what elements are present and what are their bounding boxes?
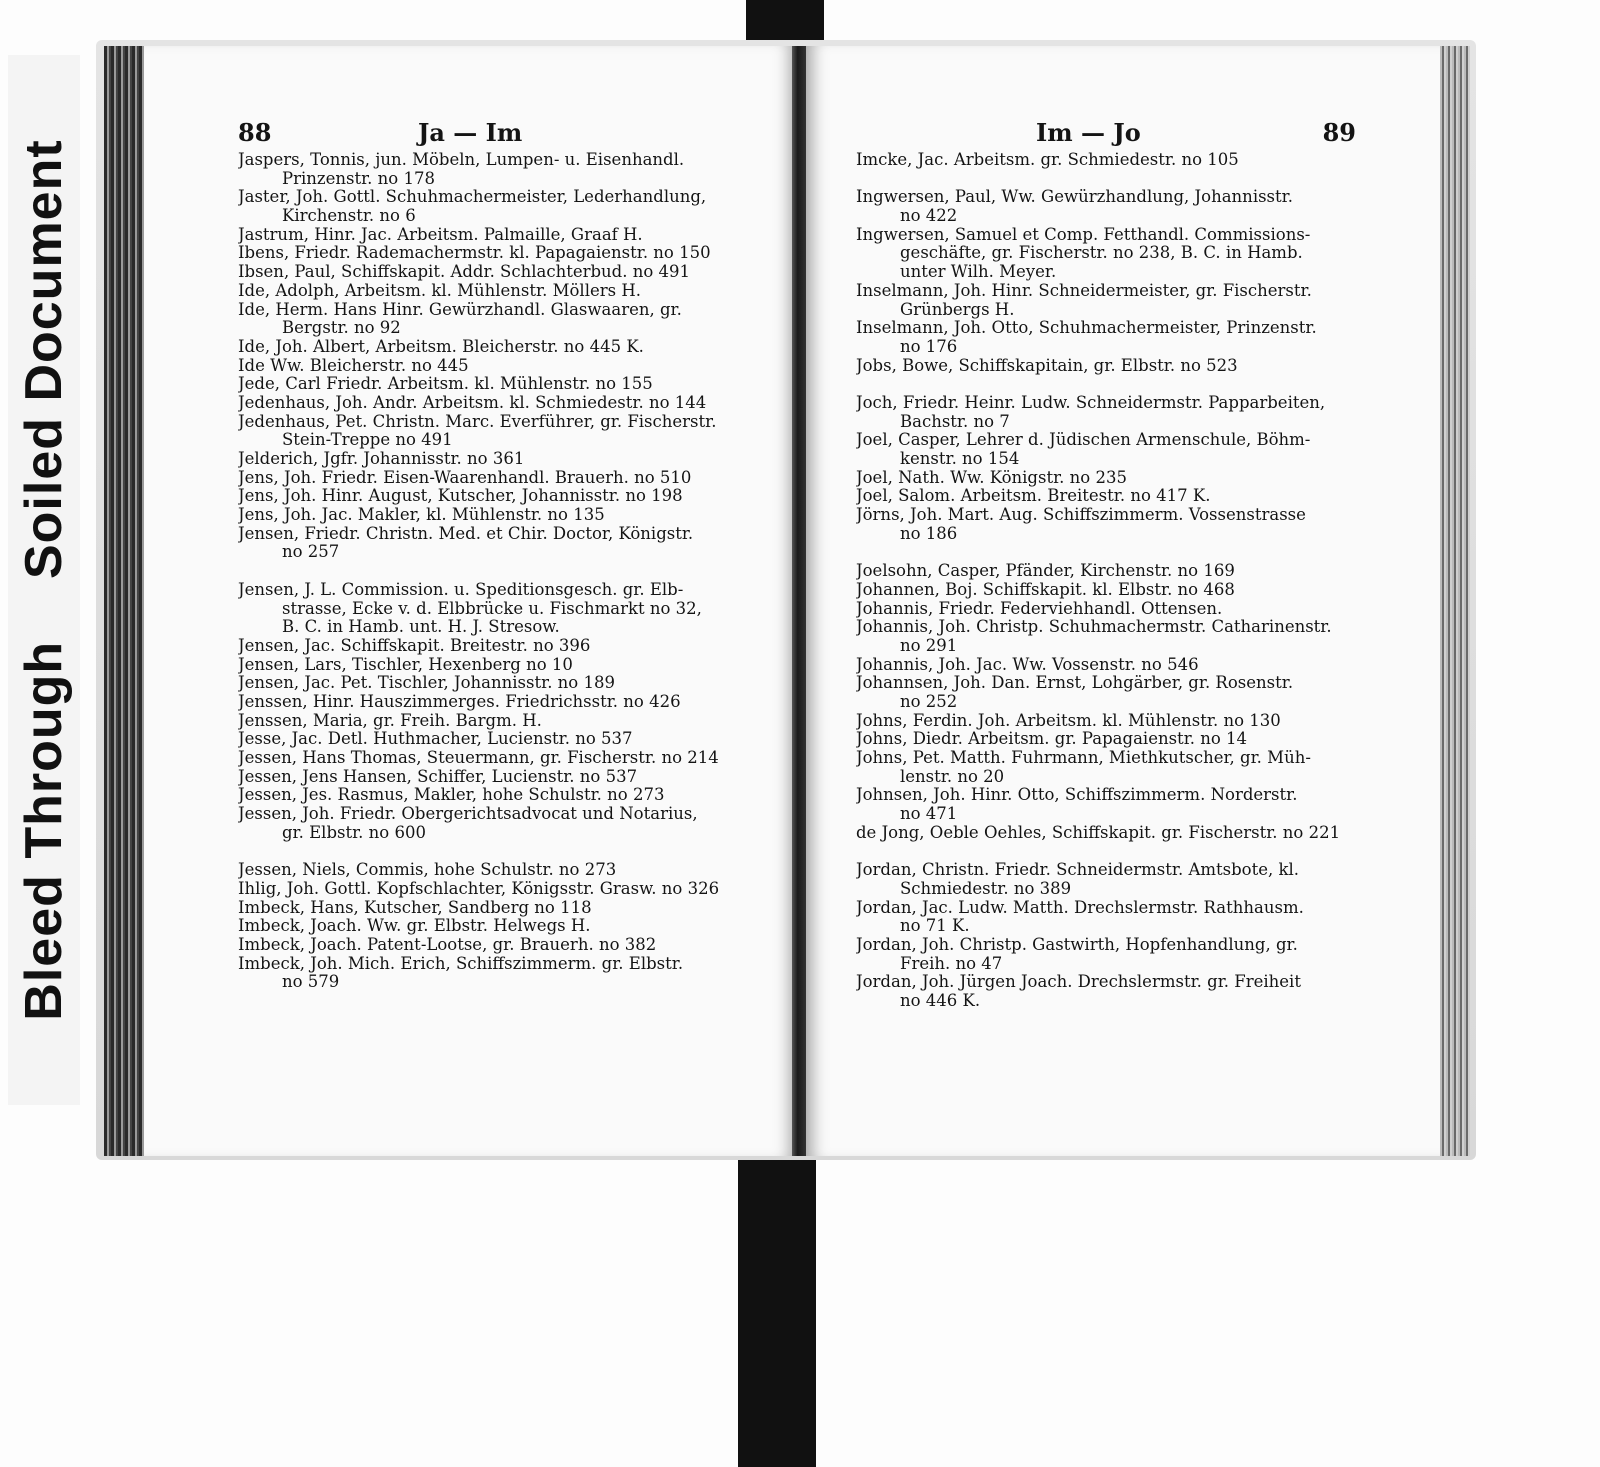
entry-continuation-line: no 252	[900, 692, 958, 711]
entry-continuation-line: strasse, Ecke v. d. Elbbrücke u. Fischmarkt no 32,	[282, 599, 702, 618]
entry-continuation-line: no 176	[900, 337, 958, 356]
entry-continuation-line: geschäfte, gr. Fischerstr. no 238, B. C. in Hamb.	[900, 244, 1303, 263]
left-page-entries	[238, 151, 758, 992]
entry-line: Imbeck, Joh. Mich. Erich, Schiffszimmerm. gr. Elbstr.	[238, 954, 684, 973]
entry-continuation-line: gr. Elbstr. no 600	[282, 823, 426, 842]
book-gutter	[792, 46, 806, 1156]
entry-line: Imcke, Jac. Arbeitsm. gr. Schmiedestr. no 105	[856, 151, 1239, 169]
damage-label-tag	[8, 55, 80, 1105]
entry-line: Jensen, Jac. Schiffskapit. Breitestr. no 396	[238, 636, 591, 655]
entry-line: Joelsohn, Casper, Pfänder, Kirchenstr. no 169	[856, 562, 1235, 581]
right-page-edges	[1440, 46, 1470, 1156]
entry-line: Jessen, Joh. Friedr. Obergerichtsadvocat und Notarius,	[238, 805, 698, 824]
entry-line: Ibsen, Paul, Schiffskapit. Addr. Schlachterbud. no 491	[238, 263, 691, 282]
entry-spacer	[856, 375, 1356, 394]
entry-line: Jessen, Hans Thomas, Steuermann, gr. Fischerstr. no 214	[238, 749, 719, 767]
entry-line: Jenssen, Hinr. Hauszimmerges. Friedrichsstr. no 426	[238, 692, 681, 711]
entry-line: Jensen, Jac. Pet. Tischler, Johannisstr. no 189	[238, 674, 615, 693]
entry-line: Johannis, Joh. Christp. Schuhmachermstr. Catharinenstr.	[856, 618, 1332, 637]
entry-continuation-line: no 579	[282, 973, 340, 992]
entry-line: Jörns, Joh. Mart. Aug. Schiffszimmerm. Vossenstrasse	[856, 506, 1306, 525]
entry-line: Jedenhaus, Joh. Andr. Arbeitsm. kl. Schmiedestr. no 144	[238, 393, 707, 412]
entry-spacer	[856, 543, 1356, 562]
entry-continuation-line: Schmiedestr. no 389	[900, 879, 1072, 898]
entry-line: Jaster, Joh. Gottl. Schuhmachermeister, Lederhandlung,	[238, 188, 707, 207]
entry-line: Ingwersen, Paul, Ww. Gewürzhandlung, Johannisstr.	[856, 188, 1293, 207]
entry-line: Jordan, Joh. Jürgen Joach. Drechslermstr. gr. Freiheit	[856, 973, 1301, 992]
right-page-entries	[856, 151, 1356, 1011]
entry-line: Joel, Casper, Lehrer d. Jüdischen Armenschule, Böhm-	[856, 431, 1311, 450]
entry-continuation-line: Freih. no 47	[900, 954, 1003, 973]
entry-line: Joel, Salom. Arbeitsm. Breitestr. no 417 K.	[856, 487, 1211, 506]
entry-spacer	[238, 562, 758, 581]
entry-line: Ide Ww. Bleicherstr. no 445	[238, 356, 469, 375]
entry-continuation-line: kenstr. no 154	[900, 450, 1020, 468]
entry-continuation-line: Prinzenstr. no 178	[282, 169, 435, 188]
entry-continuation-line: Kirchenstr. no 6	[282, 207, 416, 226]
entry-line: Jede, Carl Friedr. Arbeitsm. kl. Mühlenstr. no 155	[238, 375, 653, 394]
entry-line: Imbeck, Joach. Ww. gr. Elbstr. Helwegs H.	[238, 917, 591, 936]
entry-line: Inselmann, Joh. Otto, Schuhmachermeister, Prinzenstr.	[856, 319, 1317, 338]
binding-strap-bottom	[738, 1155, 816, 1467]
entry-continuation-line: no 471	[900, 805, 958, 824]
entry-continuation-line: Grünbergs H.	[900, 300, 1015, 319]
entry-line: Johns, Ferdin. Joh. Arbeitsm. kl. Mühlenstr. no 130	[856, 711, 1281, 730]
entry-line: Johnsen, Joh. Hinr. Otto, Schiffszimmerm. Norderstr.	[856, 786, 1298, 805]
entry-continuation-line: no 291	[900, 636, 958, 655]
entry-line: Jens, Joh. Jac. Makler, kl. Mühlenstr. no 135	[238, 506, 605, 525]
entry-line: Jordan, Christn. Friedr. Schneidermstr. Amtsbote, kl.	[856, 861, 1300, 880]
left-page-edges	[104, 46, 144, 1156]
entry-line: Imbeck, Hans, Kutscher, Sandberg no 118	[238, 898, 592, 917]
entry-line: Jens, Joh. Friedr. Eisen-Waarenhandl. Brauerh. no 510	[238, 468, 692, 487]
entry-line: Jens, Joh. Hinr. August, Kutscher, Johannisstr. no 198	[238, 487, 683, 506]
entry-line: Ide, Joh. Albert, Arbeitsm. Bleicherstr. no 445 K.	[238, 337, 644, 356]
entry-spacer	[238, 842, 758, 861]
entry-line: Joch, Friedr. Heinr. Ludw. Schneidermstr. Papparbeiten,	[856, 393, 1326, 412]
damage-label-text	[14, 139, 74, 1020]
entry-spacer	[856, 842, 1356, 861]
entry-continuation-line: Bachstr. no 7	[900, 412, 1010, 431]
entry-line: Joel, Nath. Ww. Königstr. no 235	[856, 468, 1127, 487]
entry-line: Jedenhaus, Pet. Christn. Marc. Everführer, gr. Fischerstr.	[238, 412, 717, 431]
entry-continuation-line: no 422	[900, 207, 958, 226]
entry-spacer	[856, 170, 1356, 189]
entry-continuation-line: no 186	[900, 524, 958, 543]
entry-continuation-line: lenstr. no 20	[900, 767, 1005, 786]
entry-continuation-line: no 257	[282, 543, 340, 562]
entry-line: Jensen, J. L. Commission. u. Speditionsgesch. gr. Elb-	[238, 580, 684, 599]
entry-line: Ide, Adolph, Arbeitsm. kl. Mühlenstr. Möllers H.	[238, 281, 641, 300]
entry-line: Ingwersen, Samuel et Comp. Fetthandl. Commissions-	[856, 225, 1311, 244]
entry-line: Jessen, Niels, Commis, hohe Schulstr. no 273	[238, 861, 617, 880]
entry-continuation-line: no 446 K.	[900, 991, 981, 1010]
entry-line: Jenssen, Maria, gr. Freih. Bargm. H.	[238, 711, 542, 730]
entry-line: Johannsen, Joh. Dan. Ernst, Lohgärber, gr. Rosenstr.	[856, 674, 1294, 693]
entry-line: Inselmann, Joh. Hinr. Schneidermeister, gr. Fischerstr.	[856, 281, 1312, 300]
entry-line: Jensen, Friedr. Christn. Med. et Chir. Doctor, Königstr.	[238, 524, 694, 543]
entry-continuation-line: Bergstr. no 92	[282, 319, 401, 338]
entry-line: Johannis, Joh. Jac. Ww. Vossenstr. no 546	[856, 655, 1199, 674]
entry-line: Jelderich, Jgfr. Johannisstr. no 361	[238, 450, 525, 468]
entry-line: Imbeck, Joach. Patent-Lootse, gr. Brauerh. no 382	[238, 935, 657, 954]
left-page-running-head: Ja — Im	[418, 118, 523, 147]
entry-line: Johannis, Friedr. Federviehhandl. Ottensen.	[856, 599, 1223, 618]
right-page-number: 89	[1322, 118, 1356, 147]
bleed-through-label: Bleed Through	[15, 640, 73, 1021]
right-page-running-head: Im — Jo	[1036, 118, 1141, 147]
entry-line: Jessen, Jens Hansen, Schiffer, Lucienstr. no 537	[238, 767, 638, 786]
entry-line: Johannen, Boj. Schiffskapit. kl. Elbstr. no 468	[856, 580, 1235, 599]
soiled-document-label: Soiled Document	[15, 139, 73, 580]
entry-continuation-line: B. C. in Hamb. unt. H. J. Stresow.	[282, 618, 560, 637]
left-page-number: 88	[238, 118, 272, 147]
entry-line: Jessen, Jes. Rasmus, Makler, hohe Schulstr. no 273	[238, 786, 665, 805]
entry-line: Ide, Herm. Hans Hinr. Gewürzhandl. Glaswaaren, gr.	[238, 300, 682, 319]
entry-line: Jensen, Lars, Tischler, Hexenberg no 10	[238, 655, 573, 674]
entry-line: Johns, Diedr. Arbeitsm. gr. Papagaienstr. no 14	[856, 730, 1248, 749]
left-page-header	[238, 118, 758, 152]
entry-line: Ihlig, Joh. Gottl. Kopfschlachter, Königsstr. Grasw. no 326	[238, 879, 720, 898]
entry-line: Jordan, Jac. Ludw. Matth. Drechslermstr. Rathhausm.	[856, 898, 1304, 917]
entry-line: Johns, Pet. Matth. Fuhrmann, Miethkutscher, gr. Müh-	[856, 749, 1311, 767]
entry-line: Jastrum, Hinr. Jac. Arbeitsm. Palmaille, Graaf H.	[238, 225, 643, 244]
entry-line: de Jong, Oeble Oehles, Schiffskapit. gr. Fischerstr. no 221	[856, 823, 1341, 842]
entry-continuation-line: no 71 K.	[900, 917, 970, 936]
entry-line: Jesse, Jac. Detl. Huthmacher, Lucienstr. no 537	[238, 730, 633, 749]
entry-line: Jordan, Joh. Christp. Gastwirth, Hopfenhandlung, gr.	[856, 935, 1298, 954]
entry-line: Ibens, Friedr. Rademachermstr. kl. Papagaienstr. no 150	[238, 244, 711, 263]
entry-line: Jobs, Bowe, Schiffskapitain, gr. Elbstr. no 523	[856, 356, 1238, 375]
entry-line: Jaspers, Tonnis, jun. Möbeln, Lumpen- u. Eisenhandl.	[238, 151, 685, 169]
entry-continuation-line: Stein-Treppe no 491	[282, 431, 453, 450]
right-page-header	[856, 118, 1356, 152]
entry-continuation-line: unter Wilh. Meyer.	[900, 263, 1057, 282]
